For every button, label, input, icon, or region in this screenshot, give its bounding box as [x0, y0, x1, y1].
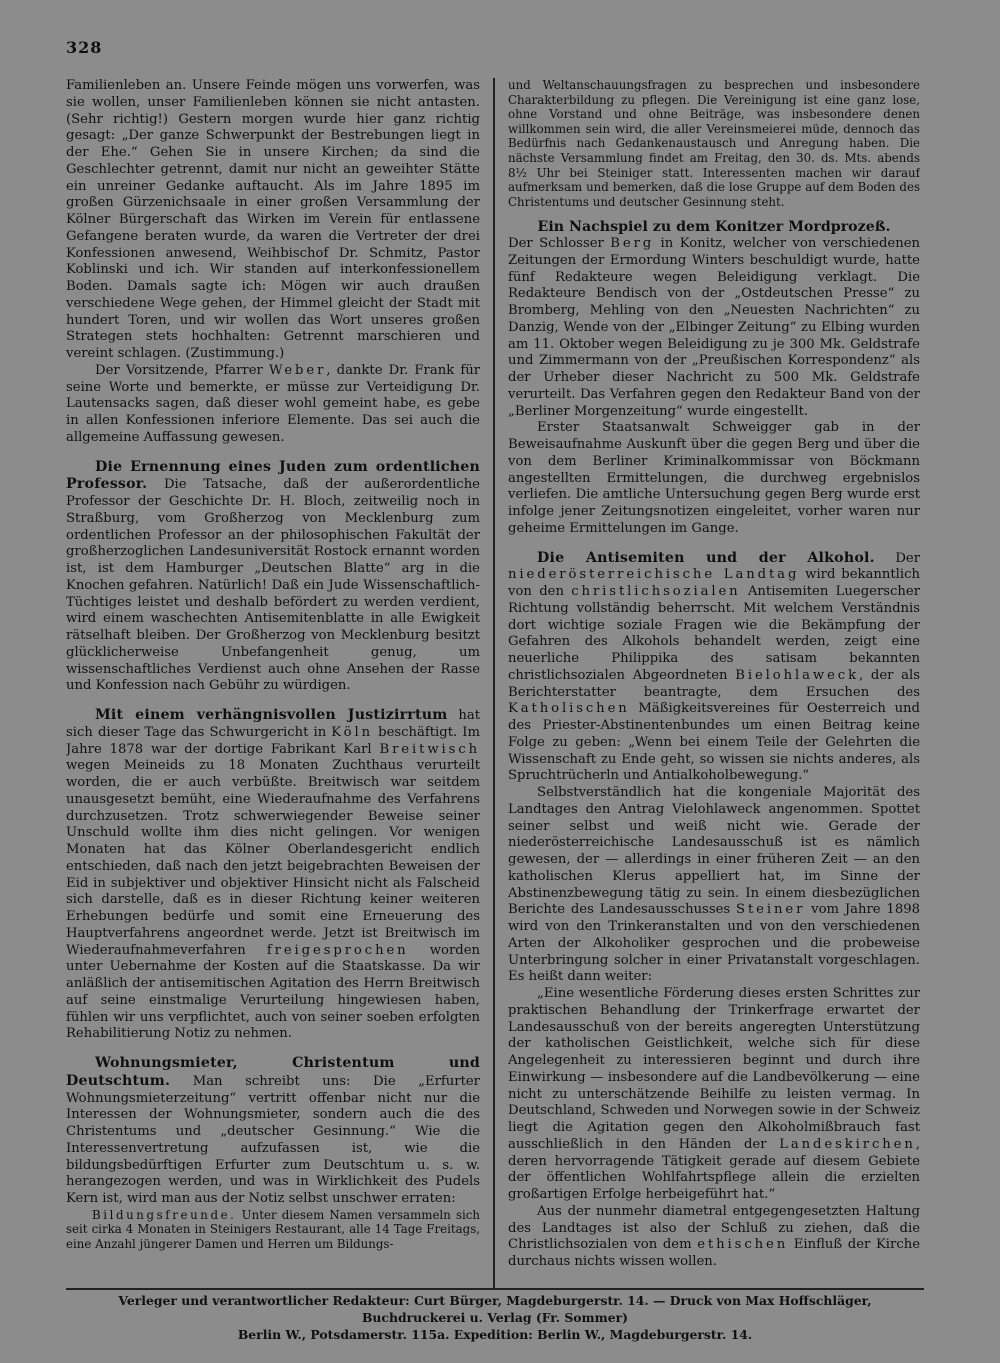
- article-alcohol-conclusion: Aus der nunmehr diametral entgegengesetzten Haltung des Landtages ist also der Schluß zu ziehen, daß die Christlichsozialen von dem ethischen Einfluß der Kirche durchaus nichts wissen wollen.: [508, 1203, 920, 1270]
- headline-tenants: Wohnungsmieter, Christentum und Deutschtum.: [66, 1055, 480, 1089]
- article-continuation: Familienleben an. Unsere Feinde mögen uns vorwerfen, was sie wollen, unser Familienleben können sie nicht antasten. (Sehr richtig!) Gestern morgen wurde hier ganz richtig gesagt: „Der ganze Schwerpunkt der Bestrebungen liegt in der Ehe.“ Gehen Sie in unsere Kirchen; da sind die Geschlechter getrennt, damit nur nicht an geweihter Stätte ein unreiner Gedanke auftaucht. Als im Jahre 1895 im großen Gürzenichsaale in einer großen Versammlung der Kölner Bürgerschaft das Wirken im Verein für entlassene Gefangene beraten wurde, da waren die Vertreter der drei Konfessionen anwesend, Weihbischof Dr. Schmitz, Pastor Koblinski und ich. Wir standen auf interkonfessionellem Boden. Damals sagte ich: Mögen wir auch draußen verschiedene Wege gehen, der Himmel gleicht der Stadt mit hundert Toren, und wir wollen das Wort unseres großen Strategen stets hochhalten: Getrennt marschieren und vereint schlagen. (Zustimmung.): [66, 78, 480, 361]
- column-divider: [493, 78, 495, 1288]
- article-alcohol-p2: Selbstverständlich hat die kongeniale Majorität des Landtages den Antrag Vielohlaweck angenommen. Spottet seiner selbst und weiß nicht wie. Gerade der niederösterreichische Landesausschuß ist es nämlich gewesen, der — allerdings in einer früheren Zeit — an den katholischen Klerus appelliert hat, im Sinne der Abstinenzbewegung tätig zu sein. In einem diesbezüglichen Berichte des Landesausschusses Steiner vom Jahre 1898 wird von den Trinkeranstalten und von den verschiedenen Arten der Alkoholiker gesprochen und die probeweise Unterbringung solcher in einer Privatanstalt vorgeschlagen. Es heißt dann weiter:: [508, 785, 920, 985]
- headline-alcohol: Die Antisemiten und der Alkohol.: [537, 549, 875, 566]
- quoted-notice-continuation: und Weltanschauungsfragen zu besprechen und insbesondere Charakterbildung zu pflegen. Die Vereinigung ist eine ganz lose, ohne Vorstand und ohne Beiträge, was insbesondere denen willkommen sein wird, die aller Vereinsmeierei müde, dennoch das Bedürfnis nach Gedankenaustausch und Anregung haben. Die nächste Versammlung findet am Freitag, den 30. ds. Mts. abends 8½ Uhr bei Steiniger statt. Interessenten machen wir darauf aufmerksam und bemerken, daß die lose Gruppe auf dem Boden des Christentums und deutscher Gesinnung steht.: [508, 78, 920, 209]
- article-judicial-error: Mit einem verhängnisvollen Justizirrtum hat sich dieser Tage das Schwurgericht in Köln beschäftigt. Im Jahre 1878 war der dortige Fabrikant Karl Breitwisch wegen Meineids zu 18 Monaten Zuchthaus verurteilt worden, die er auch verbüßte. Breitwisch war seitdem unausgesetzt bemüht, eine Wiederaufnahme des Verfahrens durchzusetzen. Trotz schwerwiegender Beweise seiner Unschuld wollte ihm dies nicht gelingen. Vor wenigen Monaten hat das Kölner Oberlandesgericht endlich entschieden, daß nach den jetzt beigebrachten Beweisen der Eid in subjektiver und objektiver Hinsicht nicht als Falscheid sich darstelle, daß es in dieser Richtung keiner weiteren Erhebungen bedürfe und somit eine Erneuerung des Hauptverfahrens angeordnet werde. Jetzt ist Breitwisch im Wiederaufnahmeverfahren freigesprochen worden unter Uebernahme der Kosten auf die Staatskasse. Da wir anläßlich der antisemitischen Agitation des Herrn Breitwisch auf seine einstmalige Verurteilung hingewiesen haben, fühlen wir uns verpflichtet, auch von seiner soeben erfolgten Rehabilitierung Notiz zu nehmen.: [66, 707, 480, 1042]
- headline-konitz: Ein Nachspiel zu dem Konitzer Mordprozeß.: [537, 219, 891, 236]
- imprint-line-1: Verleger und verantwortlicher Redakteur: Curt Bürger, Magdeburgerstr. 14. — Druck von Max Hoffschläger, Buchdruckerei u. Verlag (Fr. Sommer): [118, 1293, 872, 1325]
- article-konitz: Der Schlosser Berg in Konitz, welcher von verschiedenen Zeitungen der Ermordung Winters beschuldigt wurde, hatte fünf Redakteure wegen Beleidigung verklagt. Die Redakteure Bendisch von der „Ostdeutschen Presse“ zu Bromberg, Mehling von den „Neuesten Nachrichten“ zu Danzig, Wende von der „Elbinger Zeitung“ zu Elbing wurden am 11. Oktober wegen Beleidigung zu je 300 Mk. Geldstrafe und Zimmermann von der „Preußischen Korrespondenz“ als der Urheber dieser Nachricht zu 500 Mk. Geldstrafe verurteilt. Das Verfahren gegen den Redakteur Band von der „Berliner Morgenzeitung“ wurde eingestellt.: [508, 236, 920, 419]
- article-alcohol-quote: „Eine wesentliche Förderung dieses ersten Schrittes zur praktischen Behandlung der Trinkerfrage erwartet der Landesausschuß von der bereits angeregten Unterstützung der katholischen Geistlichkeit, welche sich für diese Angelegenheit zu interessieren beginnt und durch ihre Einwirkung — insbesondere auf die Landbevölkerung — eine nicht zu unterschätzende Beihilfe zu leisten vermag. In Deutschland, Schweden und Norwegen sowie in der Schweiz liegt die Agitation gegen den Alkoholmißbrauch fast ausschließlich in den Händen der Landeskirchen, deren hervorragende Tätigkeit gerade auf diesem Gebiete der öffentlichen Wohlfahrtspflege allein die erzielten großartigen Erfolge herbeigeführt hat.“: [508, 986, 920, 1203]
- left-column: [66, 78, 480, 1283]
- article-tenants: Wohnungsmieter, Christentum und Deutschtum. Man schreibt uns: Die „Erfurter Wohnungsmieterzeitung“ vertritt offenbar nicht nur die Interessen der Wohnungsmieter, sondern auch die des Christentums und „deutscher Gesinnung.“ Wie die Interessenvertretung aufzufassen ist, wie die bildungsbedürftigen Erfurter zum Deutschtum u. s. w. herangezogen werden, und was in Wirklichkeit des Pudels Kern ist, wird man aus der Notiz selbst unschwer erraten:: [66, 1055, 480, 1206]
- footer-rule: [66, 1288, 924, 1290]
- page-number: 328: [66, 38, 103, 57]
- headline-judicial-error: Mit einem verhängnisvollen Justizirrtum: [95, 707, 448, 723]
- quoted-notice: Bildungsfreunde. Unter diesem Namen versammeln sich seit cirka 4 Monaten in Steinigers Restaurant, alle 14 Tage Freitags, eine Anzahl jüngerer Damen und Herren um Bildungs-: [66, 1207, 480, 1251]
- chairman-paragraph: Der Vorsitzende, Pfarrer Weber, dankte Dr. Frank für seine Worte und bemerkte, er müsse zur Verteidigung Dr. Lautensacks sagen, daß dieser wohl gemeint habe, es gebe in allen Konfessionen inferiore Elemente. Das sei auch die allgemeine Auffassung gewesen.: [66, 362, 480, 445]
- right-column: [508, 78, 920, 1283]
- article-konitz-p2: Erster Staatsanwalt Schweigger gab in der Beweisaufnahme Auskunft über die gegen Berg und über die von dem Berliner Kriminalkommissar von Böckmann angestellten Ermittelungen, die durchweg ergebnislos verliefen. Die amtliche Untersuchung gegen Berg wurde erst infolge jener Zeitungsnotizen eingeleitet, vorher waren nur geheime Ermittelungen im Gange.: [508, 420, 920, 536]
- imprint-footer: [66, 1292, 924, 1343]
- article-alcohol: Die Antisemiten und der Alkohol. Der niederösterreichische Landtag wird bekanntlich von den christlichsozialen Antisemiten Luegerscher Richtung vollständig beherrscht. Mit welchem Verständnis dort wichtige soziale Fragen wie die Bekämpfung der Gefahren des Alkohols behandelt werden, zeigt eine neuerliche Philippika des satisam bekannten christlichsozialen Abgeordneten Bielohlaweck, der als Berichterstatter beantragte, dem Ersuchen des Katholischen Mäßigkeitsvereines für Oesterreich und des Priester-Abstinentenbundes um einen Beitrag keine Folge zu geben: „Wenn bei einem Teile der Gelehrten die Wissenschaft zu Ende geht, so wissen sie nichts anderes, als Spruchtrücherln und Antialkoholbewegung.“: [508, 549, 920, 784]
- article-jewish-professor: Die Ernennung eines Juden zum ordentlichen Professor. Die Tatsache, daß der außerordentliche Professor der Geschichte Dr. H. Bloch, zeitweilig noch in Straßburg, vom Großherzog von Mecklenburg zum ordentlichen Professor an der philosophischen Fakultät der großherzoglichen Landesuniversität Rostock ernannt worden ist, ist dem Hamburger „Deutschen Blatte“ arg in die Knochen gefahren. Natürlich! Daß ein Jude Wissenschaftlich-Tüchtiges leistet und deshalb befördert zu werden verdient, wird einem waschechten Antisemitenblatte in alle Ewigkeit rätselhaft bleiben. Der Großherzog von Mecklenburg besitzt glücklicherweise Unbefangenheit genug, um wissenschaftliches Verdienst auch ohne Ansehen der Rasse und Konfession nach Gebühr zu würdigen.: [66, 458, 480, 694]
- headline-jewish-professor: Die Ernennung eines Juden zum ordentlichen Professor.: [66, 458, 480, 493]
- imprint-line-2: Berlin W., Potsdamerstr. 115a. Expedition: Berlin W., Magdeburgerstr. 14.: [237, 1327, 753, 1342]
